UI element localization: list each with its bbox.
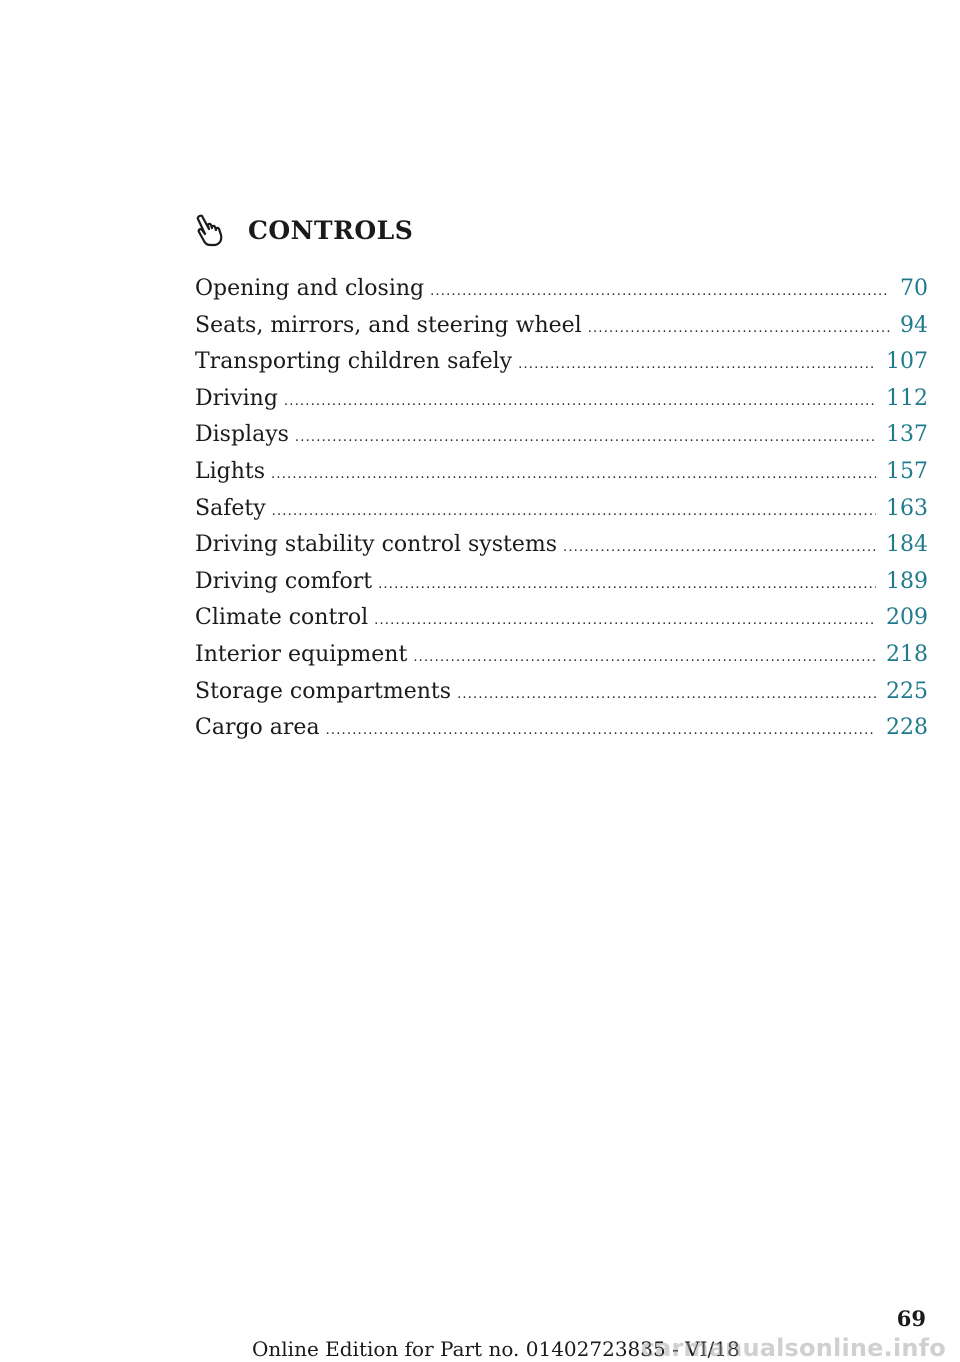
toc-entry[interactable] <box>195 459 928 496</box>
toc-entry[interactable] <box>195 276 928 313</box>
toc-entry-label[interactable]: Climate control <box>195 605 369 631</box>
toc-entry-page-link[interactable]: 163 <box>886 495 928 521</box>
toc-leader-dots <box>457 687 876 702</box>
footer-edition-text: Online Edition for Part no. 01402723835 - VI/18 <box>252 1337 740 1361</box>
toc-entry[interactable] <box>195 679 928 716</box>
pointing-hand-icon <box>196 213 224 247</box>
toc-entry-page-link[interactable]: 189 <box>886 568 928 594</box>
toc-entry-page-link[interactable]: 94 <box>900 312 928 338</box>
toc-entry[interactable] <box>195 605 928 642</box>
toc-entry[interactable] <box>195 386 928 423</box>
toc-leader-dots <box>284 394 876 409</box>
toc-leader-dots <box>430 284 890 299</box>
toc-entry[interactable] <box>195 569 928 606</box>
toc-entry-label[interactable]: Safety <box>195 495 266 521</box>
toc-entry-label[interactable]: Driving comfort <box>195 568 373 594</box>
toc-entry-label[interactable]: Displays <box>195 422 289 448</box>
toc-leader-dots <box>374 613 876 628</box>
toc-entry-label[interactable]: Opening and closing <box>195 276 425 301</box>
toc-entry-label[interactable]: Transporting children safely <box>195 349 513 375</box>
toc-entry-label[interactable]: Storage compartments <box>195 678 452 704</box>
toc-entry-page-link[interactable]: 70 <box>900 276 928 301</box>
toc-entry[interactable] <box>195 496 928 533</box>
toc-entry[interactable] <box>195 642 928 679</box>
toc-leader-dots <box>326 723 876 738</box>
toc-entry[interactable] <box>195 422 928 459</box>
section-heading <box>196 208 413 252</box>
toc-leader-dots <box>295 430 876 445</box>
toc-entry-label[interactable]: Interior equipment <box>195 641 408 667</box>
toc-entry-label[interactable]: Driving <box>195 385 278 411</box>
toc-entry-label[interactable]: Cargo area <box>195 715 320 741</box>
toc-entry-page-link[interactable]: 218 <box>886 641 928 667</box>
section-title: CONTROLS <box>248 215 414 245</box>
toc-entry-page-link[interactable]: 107 <box>886 349 928 375</box>
toc-leader-dots <box>272 504 876 519</box>
toc-entry-page-link[interactable]: 228 <box>886 715 928 741</box>
toc-entry[interactable] <box>195 313 928 350</box>
toc-entry[interactable] <box>195 532 928 569</box>
toc-entry-label[interactable]: Lights <box>195 458 266 484</box>
toc-entry-page-link[interactable]: 225 <box>886 678 928 704</box>
toc-entry[interactable] <box>195 715 928 752</box>
toc-entry-page-link[interactable]: 157 <box>886 458 928 484</box>
toc-entry-page-link[interactable]: 137 <box>886 422 928 448</box>
toc-leader-dots <box>413 650 876 665</box>
toc-leader-dots <box>588 321 890 336</box>
watermark: carmanualsonline.info <box>640 1334 946 1362</box>
toc-entry[interactable] <box>195 349 928 386</box>
toc-entry-label[interactable]: Driving stability control systems <box>195 532 557 558</box>
toc-leader-dots <box>563 540 876 555</box>
toc-leader-dots <box>518 357 876 372</box>
toc-leader-dots <box>271 467 876 482</box>
toc-entry-label[interactable]: Seats, mirrors, and steering wheel <box>195 312 582 338</box>
toc-entry-page-link[interactable]: 112 <box>886 385 928 411</box>
toc-leader-dots <box>378 577 876 592</box>
toc-entry-page-link[interactable]: 184 <box>886 532 928 558</box>
page-number: 69 <box>896 1306 926 1331</box>
table-of-contents <box>195 276 928 752</box>
toc-entry-page-link[interactable]: 209 <box>886 605 928 631</box>
